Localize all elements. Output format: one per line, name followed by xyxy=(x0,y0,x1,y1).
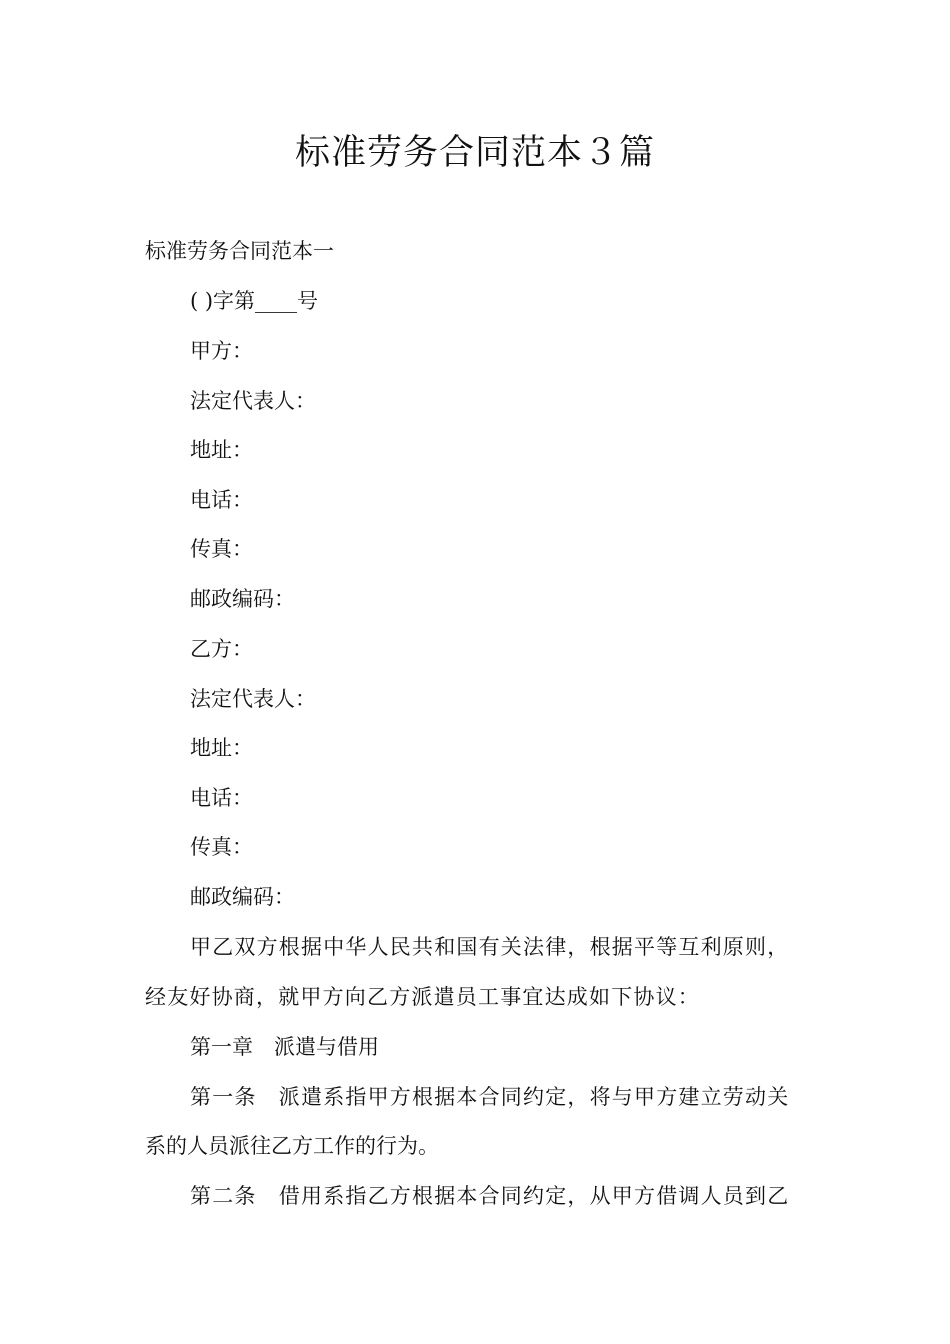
party-a-phone: 电话： xyxy=(190,488,253,512)
party-b-label: 乙方： xyxy=(190,637,253,661)
party-b-phone: 电话： xyxy=(190,786,253,810)
party-b-postal: 邮政编码： xyxy=(190,885,295,909)
party-a-fax: 传真： xyxy=(190,537,253,561)
section-heading: 标准劳务合同范本一 xyxy=(145,239,334,263)
party-a-rep: 法定代表人： xyxy=(190,389,316,413)
party-b-fax: 传真： xyxy=(190,835,253,859)
article-1-line-2: 系的人员派往乙方工作的行为。 xyxy=(145,1134,439,1158)
party-b-rep: 法定代表人： xyxy=(190,687,316,711)
doc-number: ( )字第____号 xyxy=(190,289,319,313)
party-a-address: 地址： xyxy=(190,438,253,462)
article-1-line-1: 第一条 派遣系指甲方根据本合同约定，将与甲方建立劳动关 xyxy=(190,1085,790,1109)
preamble-line-1: 甲乙双方根据中华人民共和国有关法律，根据平等互利原则， xyxy=(190,935,790,959)
article-2-line-1: 第二条 借用系指乙方根据本合同约定，从甲方借调人员到乙 xyxy=(190,1184,790,1208)
party-b-address: 地址： xyxy=(190,736,253,760)
preamble-line-2: 经友好协商，就甲方向乙方派遣员工事宜达成如下协议： xyxy=(145,985,700,1009)
party-a-label: 甲方： xyxy=(190,339,253,363)
chapter-heading: 第一章 派遣与借用 xyxy=(190,1035,379,1059)
party-a-postal: 邮政编码： xyxy=(190,587,295,611)
document-title: 标准劳务合同范本３篇 xyxy=(294,133,655,173)
